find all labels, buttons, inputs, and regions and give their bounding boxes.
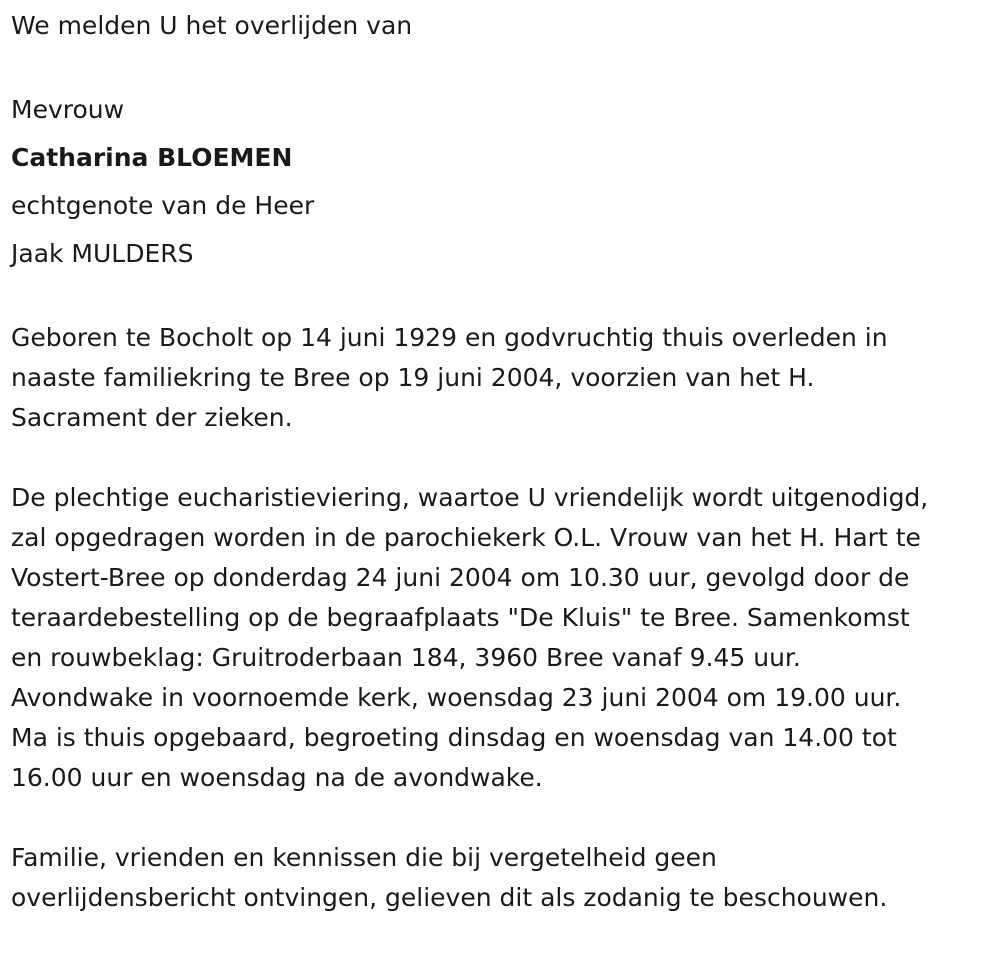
- paragraph-line: zal opgedragen worden in de parochiekerk O.L. Vrouw van het H. Hart te: [11, 523, 921, 552]
- spouse-name: Jaak MULDERS: [11, 239, 194, 268]
- honorific: Mevrouw: [11, 95, 125, 124]
- deceased-section: [11, 86, 996, 278]
- paragraph-line: overlijdensbericht ontvingen, gelieven dit als zodanig te beschouwen.: [11, 883, 888, 912]
- relation-text: echtgenote van de Heer: [11, 191, 315, 220]
- death-notice: [11, 6, 996, 958]
- paragraph-line: Familie, vrienden en kennissen die bij vergetelheid geen: [11, 843, 717, 872]
- paragraph-line: 16.00 uur en woensdag na de avondwake.: [11, 763, 543, 792]
- paragraph-line: naaste familiekring te Bree op 19 juni 2004, voorzien van het H.: [11, 363, 815, 392]
- birth-death-paragraph: [11, 318, 996, 438]
- ceremony-paragraph: [11, 478, 996, 798]
- paragraph-line: Ma is thuis opgebaard, begroeting dinsdag en woensdag van 14.00 tot: [11, 723, 897, 752]
- deceased-name: Catharina BLOEMEN: [11, 143, 293, 172]
- intro-text: We melden U het overlijden van: [11, 11, 413, 40]
- closing-paragraph: [11, 838, 996, 918]
- paragraph-line: Sacrament der zieken.: [11, 403, 293, 432]
- paragraph-line: teraardebestelling op de begraafplaats "De Kluis" te Bree. Samenkomst: [11, 603, 910, 632]
- paragraph-line: Vostert-Bree op donderdag 24 juni 2004 om 10.30 uur, gevolgd door de: [11, 563, 910, 592]
- paragraph-line: Avondwake in voornoemde kerk, woensdag 23 juni 2004 om 19.00 uur.: [11, 683, 902, 712]
- paragraph-line: Geboren te Bocholt op 14 juni 1929 en godvruchtig thuis overleden in: [11, 323, 888, 352]
- paragraph-line: en rouwbeklag: Gruitroderbaan 184, 3960 Bree vanaf 9.45 uur.: [11, 643, 801, 672]
- paragraph-line: De plechtige eucharistieviering, waartoe U vriendelijk wordt uitgenodigd,: [11, 483, 929, 512]
- intro-section: [11, 6, 996, 46]
